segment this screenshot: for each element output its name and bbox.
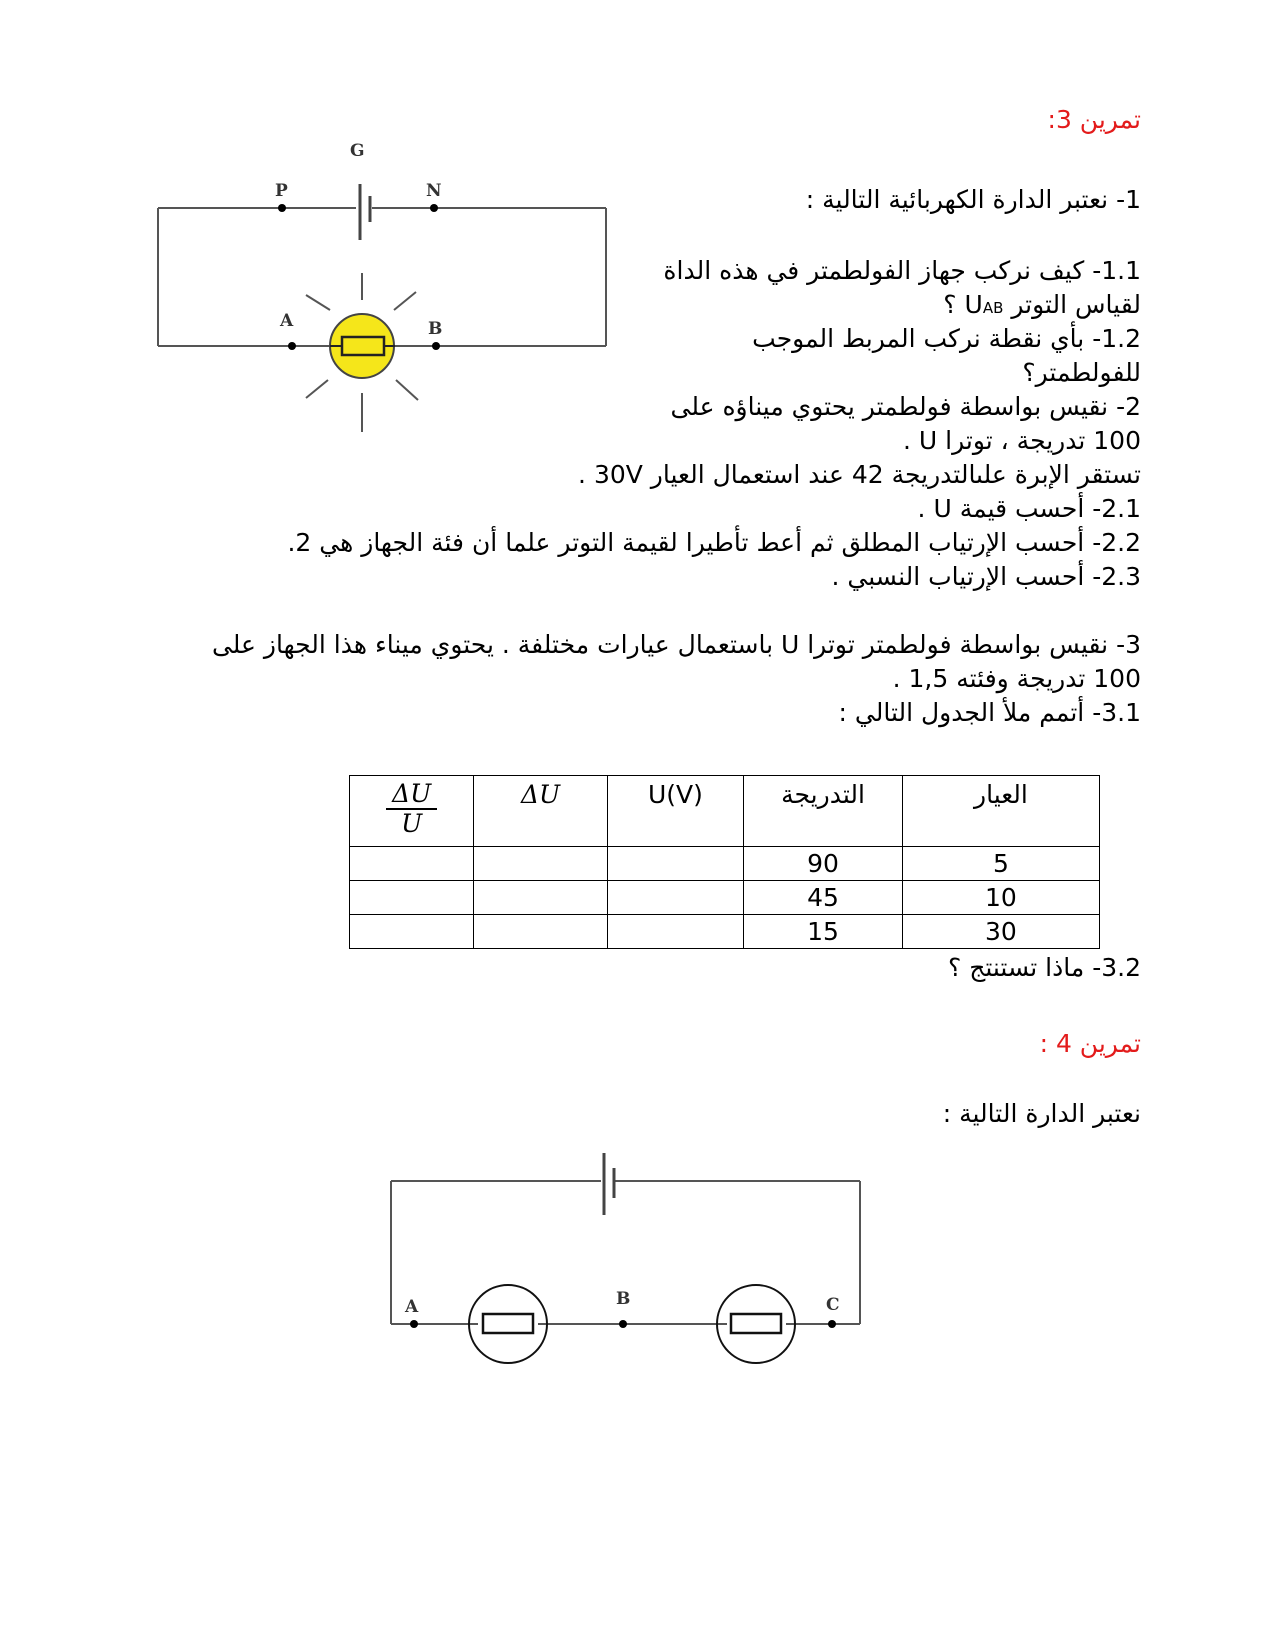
header-absolute-uncertainty: ΔU — [474, 776, 607, 847]
label-N: N — [426, 181, 442, 201]
q1-1-line2: لقياس التوتر UAB ؟ — [943, 290, 1141, 319]
cell-ratio — [350, 847, 474, 881]
lamp-2-icon — [717, 1285, 795, 1363]
table-row — [350, 881, 1100, 915]
exercise3-title: تمرين 3: — [1047, 105, 1141, 134]
q2-3: 2.3- أحسب الإرتياب النسبي . — [831, 562, 1141, 591]
node-A — [288, 342, 296, 350]
node-N — [430, 204, 438, 212]
q3-line2: 100 تدريجة وفئته 1,5 . — [892, 664, 1141, 693]
lamp-icon — [306, 273, 418, 432]
label2-B: B — [616, 1289, 631, 1309]
exercise4-title: تمرين 4 : — [1039, 1029, 1141, 1058]
lamp-1-icon — [469, 1285, 547, 1363]
cell-graduation: 90 — [744, 847, 903, 881]
cell-delta-u — [474, 881, 607, 915]
node-B — [432, 342, 440, 350]
label-B: B — [428, 319, 443, 339]
node-P — [278, 204, 286, 212]
cell-ratio — [350, 881, 474, 915]
table-header-row — [350, 776, 1100, 847]
label2-A: A — [405, 1297, 419, 1317]
header-graduation: التدريجة — [744, 776, 903, 847]
q2-2: 2.2- أحسب الإرتياب المطلق ثم أعط تأطيرا لقيمة التوتر علما أن فئة الجهاز هي 2. — [287, 528, 1141, 557]
node2-C — [828, 1320, 836, 1328]
label2-C: C — [826, 1295, 840, 1315]
cell-voltage — [607, 881, 743, 915]
table-row — [350, 915, 1100, 949]
header-relative-uncertainty: $\frac{\Delta U}{U}$ — [350, 776, 474, 847]
cell-caliber: 5 — [902, 847, 1099, 881]
q3-2: 3.2- ماذا تستنتج ؟ — [947, 953, 1141, 982]
node2-A — [410, 1320, 418, 1328]
q1-intro: 1- نعتبر الدارة الكهربائية التالية : — [805, 185, 1141, 214]
header-caliber: العيار — [902, 776, 1099, 847]
label-A: A — [280, 311, 294, 331]
q3-1: 3.1- أتمم ملأ الجدول التالي : — [838, 698, 1141, 727]
q3-line1: 3- نقيس بواسطة فولطمتر توترا U باستعمال عيارات مختلفة . يحتوي ميناء هذا الجهاز على — [211, 630, 1141, 659]
q2-line3: تستقر الإبرة علىالتدريجة 42 عند استعمال العيار 30V . — [578, 460, 1141, 489]
cell-graduation: 45 — [744, 881, 903, 915]
measurements-table — [349, 775, 1100, 949]
label-G: G — [350, 141, 365, 161]
q1-2-line1: 1.2- بأي نقطة نركب المربط الموجب — [752, 324, 1141, 353]
q1-2-line2: للفولطمتر؟ — [1022, 358, 1141, 387]
cell-caliber: 30 — [902, 915, 1099, 949]
table-row — [350, 847, 1100, 881]
cell-voltage — [607, 847, 743, 881]
cell-delta-u — [474, 847, 607, 881]
label-P: P — [275, 181, 288, 201]
cell-ratio — [350, 915, 474, 949]
node2-B — [619, 1320, 627, 1328]
cell-caliber: 10 — [902, 881, 1099, 915]
q2-1: 2.1- أحسب قيمة U . — [917, 494, 1141, 523]
header-voltage: U(V) — [607, 776, 743, 847]
cell-voltage — [607, 915, 743, 949]
q1-1-line1: 1.1- كيف نركب جهاز الفولطمتر في هذه الداة — [663, 256, 1141, 285]
cell-delta-u — [474, 915, 607, 949]
cell-graduation: 15 — [744, 915, 903, 949]
q2-line2: 100 تدريجة ، توترا U . — [902, 426, 1141, 455]
q2-line1: 2- نقيس بواسطة فولطمتر يحتوي ميناؤه على — [670, 392, 1141, 421]
exercise4-intro: نعتبر الدارة التالية : — [942, 1099, 1141, 1128]
